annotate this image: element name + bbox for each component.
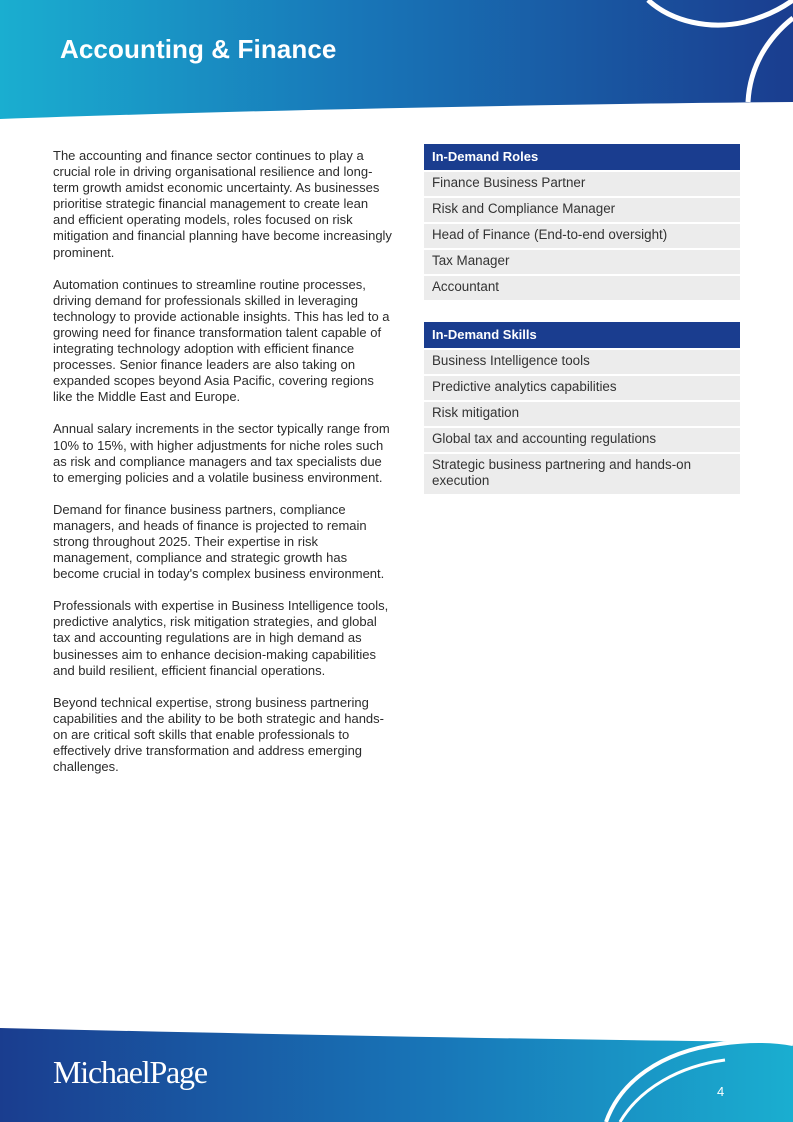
table-row: Head of Finance (End-to-end oversight) (424, 224, 740, 248)
page-title: Accounting & Finance (60, 34, 337, 64)
body-text (53, 148, 393, 791)
table-row: Strategic business partnering and hands-on execution (424, 454, 740, 494)
page-number: 4 (717, 1084, 725, 1099)
table-row: Global tax and accounting regulations (424, 428, 740, 452)
in-demand-skills-table (424, 322, 740, 494)
table-row: Predictive analytics capabilities (424, 376, 740, 400)
paragraph: Professionals with expertise in Business Intelligence tools, predictive analytics, risk mitigation strategies, and global tax and accounting regulations are in high demand as businesses aim to enhance decision-making capabilities and build resilient, efficient financial operations. (53, 598, 389, 678)
in-demand-roles-table (424, 144, 740, 300)
table-row: Business Intelligence tools (424, 350, 740, 374)
paragraph: Annual salary increments in the sector typically range from 10% to 15%, with higher adjustments for niche roles such as risk and compliance managers and tax specialists due to emerging policies and a volatile business environment. (53, 421, 390, 485)
michael-page-logo: MichaelPage (53, 1054, 207, 1090)
table-row: Tax Manager (424, 250, 740, 274)
table-row: Finance Business Partner (424, 172, 740, 196)
table-row: Accountant (424, 276, 740, 300)
table-row: Risk and Compliance Manager (424, 198, 740, 222)
paragraph: Beyond technical expertise, strong business partnering capabilities and the ability to be both strategic and hands-on are critical soft skills that enable professionals to effectively drive transformation and address emerging challenges. (53, 694, 384, 775)
paragraph: Automation continues to streamline routine processes, driving demand for professionals skilled in leveraging technology to provide actionable insights. This has led to a growing need for finance transformation talent capable of integrating technology adoption with efficient finance processes. Senior finance leaders are also taking on expanded scopes beyond Asia Pacific, covering regions like the Middle East and Europe. (53, 276, 390, 405)
paragraph: Demand for finance business partners, compliance managers, and heads of finance is projected to remain strong throughout 2025. Their expertise in risk management, compliance and strategic growth has become crucial in today's complex business environment. (53, 501, 385, 582)
skills-table-heading: In-Demand Skills (424, 322, 740, 348)
table-row: Risk mitigation (424, 402, 740, 426)
paragraph: The accounting and finance sector continues to play a crucial role in driving organisational resilience and long-term growth amidst economic uncertainty. As businesses prioritise strategic financial management to create lean and efficient operating models, roles focused on risk mitigation and financial planning have become increasingly prominent. (53, 148, 392, 260)
roles-table-heading: In-Demand Roles (424, 144, 740, 170)
